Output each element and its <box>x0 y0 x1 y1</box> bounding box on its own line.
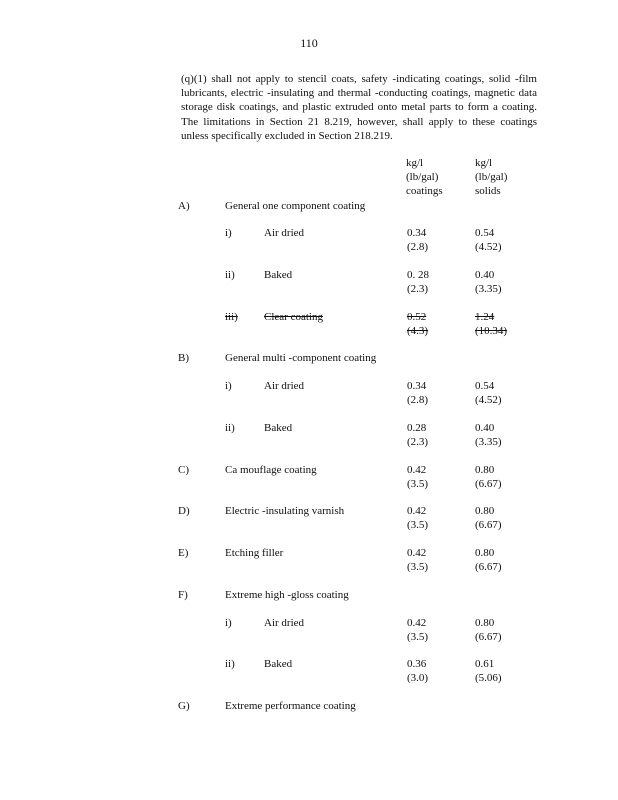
row-name-A-i: Air dried <box>264 227 305 239</box>
row-name-A-iii: Clear coating <box>264 311 323 323</box>
value-coatings-lb-A-i: (2.8) <box>407 241 429 253</box>
value-solids-lb-A-i: (4.52) <box>475 241 502 253</box>
value-solids-kg-F-ii: 0.61 <box>475 658 495 670</box>
value-solids-lb-D: (6.67) <box>475 519 502 531</box>
intro-paragraph: (q)(1) shall not apply to stencil coats, safety -indicating coatings, solid -film lubricants, electric -insulating and thermal -conducting coatings, magnetic data storage disk coatings, and plastic extruded onto metal parts to form a coating. The limitations in Section 21 8.219, however, shall apply to these coatings unless specifically excluded in Section 218.219. <box>181 73 537 142</box>
value-solids-lb-F-ii: (5.06) <box>475 672 502 684</box>
value-solids-kg-D: 0.80 <box>475 505 495 517</box>
header-solids-label: solids <box>475 185 501 197</box>
value-coatings-kg-B-i: 0.34 <box>407 380 427 392</box>
value-solids-lb-F-i: (6.67) <box>475 631 502 643</box>
header-solids-unit-imperial: (lb/gal) <box>475 171 508 183</box>
value-coatings-lb-A-iii: (4.3) <box>407 325 429 337</box>
header-coatings-unit: kg/l <box>406 157 424 169</box>
value-solids-lb-C: (6.67) <box>475 478 502 490</box>
column-header-coatings <box>406 156 443 198</box>
value-solids-lb-B-i: (4.52) <box>475 394 502 406</box>
row-name-F: Extreme high -gloss coating <box>225 589 349 601</box>
row-name-D: Electric -insulating varnish <box>225 505 345 517</box>
value-coatings-kg-A-i: 0.34 <box>407 227 427 239</box>
value-coatings-lb-E: (3.5) <box>407 561 429 573</box>
page-number: 110 <box>300 36 318 50</box>
value-solids-kg-B-i: 0.54 <box>475 380 495 392</box>
value-coatings-kg-C: 0.42 <box>407 464 427 476</box>
value-coatings-kg-B-ii: 0.28 <box>407 422 427 434</box>
row-name-B: General multi -component coating <box>225 352 377 364</box>
value-coatings-kg-D: 0.42 <box>407 505 427 517</box>
value-solids-kg-E: 0.80 <box>475 547 495 559</box>
row-number-A-iii: iii) <box>225 311 238 323</box>
value-solids-kg-A-ii: 0.40 <box>475 269 495 281</box>
value-solids-kg-A-iii: 1.24 <box>475 311 495 323</box>
value-coatings-lb-F-i: (3.5) <box>407 631 429 643</box>
row-number-B-ii: ii) <box>225 422 235 434</box>
row-number-F-i: i) <box>225 617 232 629</box>
value-coatings-kg-A-ii: 0. 28 <box>407 269 429 281</box>
header-solids-unit: kg/l <box>475 157 493 169</box>
row-letter-A: A) <box>178 200 190 212</box>
row-name-F-i: Air dried <box>264 617 305 629</box>
row-number-A-ii: ii) <box>225 269 235 281</box>
row-letter-F: F) <box>178 589 188 601</box>
value-coatings-lb-F-ii: (3.0) <box>407 672 429 684</box>
row-name-A: General one component coating <box>225 200 366 212</box>
row-name-G: Extreme performance coating <box>225 700 356 712</box>
value-coatings-kg-E: 0.42 <box>407 547 427 559</box>
value-coatings-lb-A-ii: (2.3) <box>407 283 429 295</box>
value-solids-kg-F-i: 0.80 <box>475 617 495 629</box>
value-coatings-kg-A-iii: 0.52 <box>407 311 427 323</box>
value-coatings-kg-F-i: 0.42 <box>407 617 427 629</box>
header-coatings-unit-imperial: (lb/gal) <box>406 171 439 183</box>
value-coatings-kg-F-ii: 0.36 <box>407 658 427 670</box>
value-solids-kg-C: 0.80 <box>475 464 495 476</box>
value-solids-lb-A-ii: (3.35) <box>475 283 502 295</box>
value-coatings-lb-B-i: (2.8) <box>407 394 429 406</box>
row-name-E: Etching filler <box>225 547 284 559</box>
row-letter-D: D) <box>178 505 190 517</box>
value-solids-kg-B-ii: 0.40 <box>475 422 495 434</box>
value-solids-lb-E: (6.67) <box>475 561 502 573</box>
row-number-A-i: i) <box>225 227 232 239</box>
row-name-B-i: Air dried <box>264 380 305 392</box>
row-letter-B: B) <box>178 352 189 364</box>
value-coatings-lb-C: (3.5) <box>407 478 429 490</box>
row-letter-E: E) <box>178 547 189 559</box>
row-number-F-ii: ii) <box>225 658 235 670</box>
row-name-C: Ca mouflage coating <box>225 464 317 476</box>
row-letter-G: G) <box>178 700 190 712</box>
value-solids-lb-A-iii: (10.34) <box>475 325 508 337</box>
row-name-B-ii: Baked <box>264 422 293 434</box>
header-coatings-label: coatings <box>406 185 443 197</box>
value-solids-lb-B-ii: (3.35) <box>475 436 502 448</box>
row-number-B-i: i) <box>225 380 232 392</box>
value-coatings-lb-D: (3.5) <box>407 519 429 531</box>
value-coatings-lb-B-ii: (2.3) <box>407 436 429 448</box>
column-header-solids <box>475 156 507 198</box>
row-name-A-ii: Baked <box>264 269 293 281</box>
value-solids-kg-A-i: 0.54 <box>475 227 495 239</box>
row-name-F-ii: Baked <box>264 658 293 670</box>
row-letter-C: C) <box>178 464 189 476</box>
